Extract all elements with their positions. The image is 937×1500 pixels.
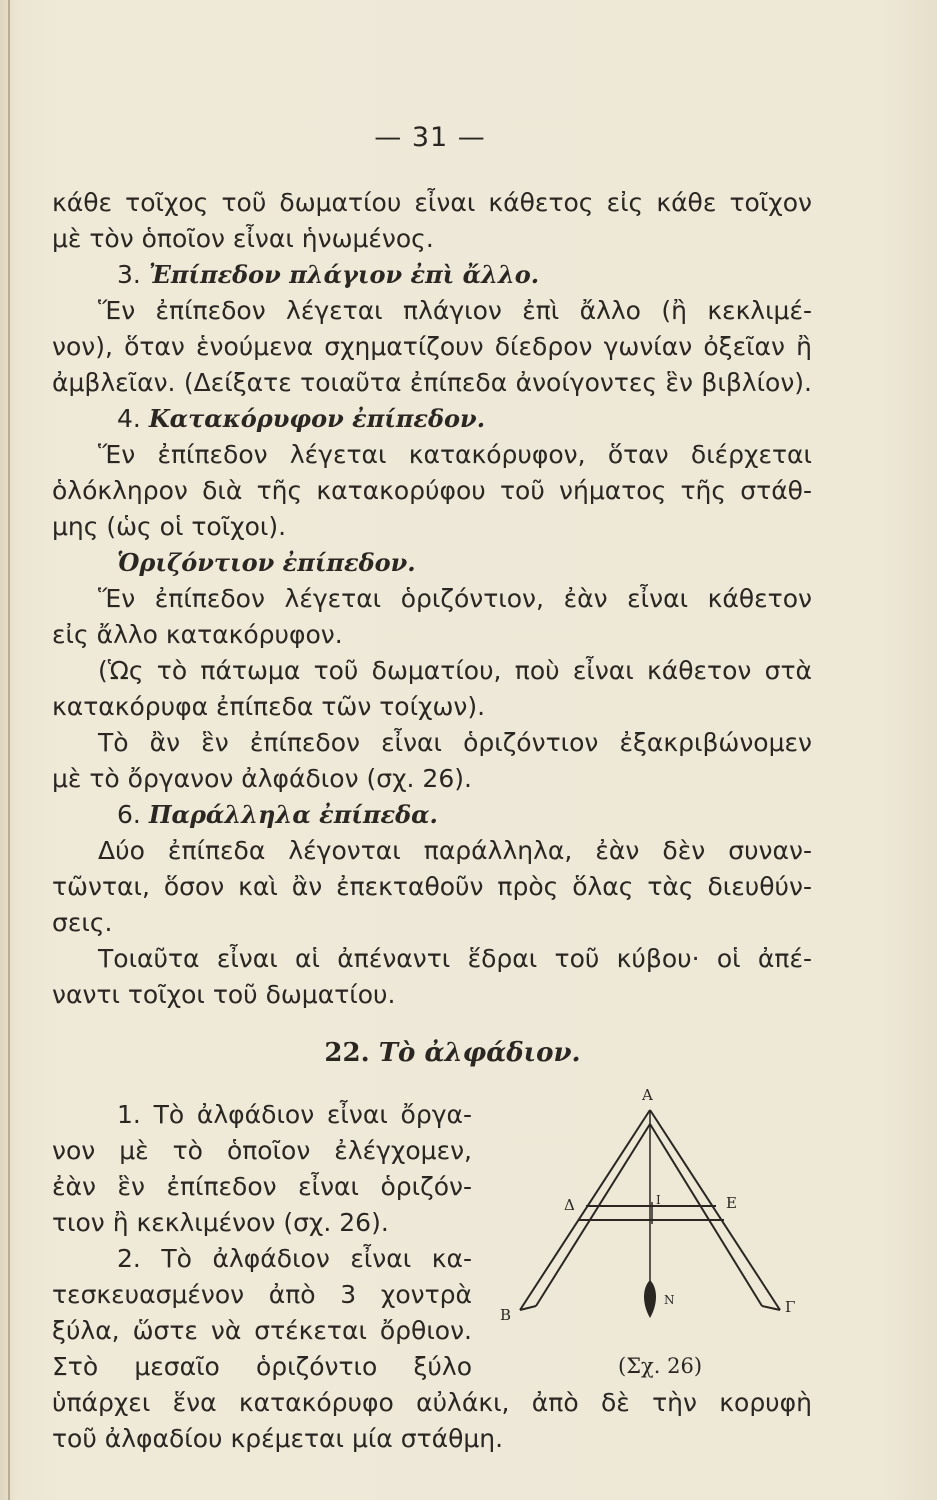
- subheading-number: 3.: [117, 260, 141, 289]
- text-line: ἐὰν ἓν ἐπίπεδον εἶναι ὁριζόν-: [52, 1172, 472, 1201]
- label-apex: Α: [642, 1086, 653, 1104]
- page-gutter: [8, 0, 10, 1500]
- right-leg-inner: [650, 1124, 762, 1306]
- text-line: Ἕν ἐπίπεδον λέγεται κατακόρυφον, ὅταν διέρχεται: [98, 440, 812, 469]
- text-line: 1. Τὸ ἀλφάδιον εἶναι ὄργα-: [117, 1100, 472, 1129]
- text-line: ἀμβλεῖαν. (Δείξατε τοιαῦτα ἐπίπεδα ἀνοίγοντες ἓν βιβλίον).: [52, 368, 812, 397]
- page-number: — 31 —: [374, 122, 486, 153]
- label-bob: Ν: [664, 1293, 675, 1307]
- text-line: κατακόρυφα ἐπίπεδα τῶν τοίχων).: [52, 692, 486, 721]
- text-line: Ἕν ἐπίπεδον λέγεται πλάγιον ἐπὶ ἄλλο (ἢ κεκλιμέ-: [98, 296, 812, 325]
- text-line: εἰς ἄλλο κατακόρυφον.: [52, 620, 343, 649]
- subheading-title: Παράλληλα ἐπίπεδα.: [148, 800, 438, 829]
- label-left-bar: Δ: [564, 1196, 575, 1214]
- alfadi-diagram: [490, 1080, 820, 1355]
- text-line: Τὸ ἂν ἓν ἐπίπεδον εἶναι ὁριζόντιον ἐξακριβώνομεν: [98, 728, 812, 757]
- left-leg-outer: [520, 1110, 650, 1310]
- text-line: ὑπάρχει ἕνα κατακόρυφο αὐλάκι, ἀπὸ δὲ τὴν κορυφὴ: [52, 1388, 812, 1417]
- text-line: Τοιαῦτα εἶναι αἱ ἀπέναντι ἕδραι τοῦ κύβου· οἱ ἀπέ-: [98, 944, 812, 973]
- label-right-foot: Γ: [785, 1298, 796, 1316]
- text-line: Στὸ μεσαῖο ὁριζόντιο ξύλο: [52, 1352, 472, 1381]
- subheading-number: 6.: [117, 800, 141, 829]
- subheading-title: Κατακόρυφον ἐπίπεδον.: [148, 404, 486, 433]
- text-line: σεις.: [52, 908, 113, 937]
- subheading-6: [117, 800, 812, 830]
- subheading-number: 4.: [117, 404, 141, 433]
- label-bar-mid: Ι: [656, 1193, 661, 1207]
- text-line: μὲ τὸν ὁποῖον εἶναι ἡνωμένος.: [52, 224, 434, 253]
- section-heading: [0, 1038, 905, 1068]
- text-line: νον), ὅταν ἑνούμενα σχηματίζουν δίεδρον γωνίαν ὀξεῖαν ἢ: [52, 332, 812, 361]
- text-line: μης (ὡς οἱ τοῖχοι).: [52, 512, 287, 541]
- text-line: τιον ἢ κεκλιμένον (σχ. 26).: [52, 1208, 389, 1237]
- text-line: 2. Τὸ ἀλφάδιον εἶναι κα-: [117, 1244, 472, 1273]
- text-line: ναντι τοῖχοι τοῦ δωματίου.: [52, 980, 396, 1009]
- right-leg-outer: [650, 1110, 780, 1310]
- subheading-title: Ἐπίπεδον πλάγιον ἐπὶ ἄλλο.: [148, 260, 540, 289]
- level-figure: [490, 1080, 820, 1355]
- label-right-bar: Ε: [726, 1194, 737, 1212]
- text-line: τεσκευασμένον ἀπὸ 3 χοντρὰ: [52, 1280, 472, 1309]
- figure-caption: (Σχ. 26): [618, 1354, 703, 1378]
- section-title: Τὸ ἀλφάδιον.: [378, 1038, 581, 1068]
- left-leg-inner: [536, 1124, 650, 1306]
- text-line: ὁλόκληρον διὰ τῆς κατακορύφου τοῦ νήματος τῆς στάθ-: [52, 476, 812, 505]
- text-line: τοῦ ἀλφαδίου κρέμεται μία στάθμη.: [52, 1424, 504, 1453]
- subheading-title: Ὁριζόντιον ἐπίπεδον.: [117, 548, 416, 577]
- text-line: (Ὡς τὸ πάτωμα τοῦ δωματίου, ποὺ εἶναι κάθετον στὰ: [98, 656, 812, 685]
- text-line: μὲ τὸ ὄργανον ἀλφάδιον (σχ. 26).: [52, 764, 472, 793]
- text-line: ξύλα, ὥστε νὰ στέκεται ὄρθιον.: [52, 1316, 472, 1345]
- text-line: κάθε τοῖχος τοῦ δωματίου εἶναι κάθετος εἰς κάθε τοῖχον: [52, 188, 812, 217]
- subheading-3: [117, 260, 812, 290]
- text-line: Ἕν ἐπίπεδον λέγεται ὁριζόντιον, ἐὰν εἶναι κάθετον: [98, 584, 812, 613]
- plumb-bob: [644, 1280, 656, 1318]
- text-line: τῶνται, ὅσον καὶ ἂν ἐπεκταθοῦν πρὸς ὅλας τὰς διευθύν-: [52, 872, 812, 901]
- label-left-foot: Β: [500, 1306, 512, 1324]
- text-line: Δύο ἐπίπεδα λέγονται παράλληλα, ἐὰν δὲν συναν-: [98, 836, 812, 865]
- section-number: 22.: [324, 1038, 370, 1068]
- subheading-5: [117, 548, 812, 578]
- subheading-4: [117, 404, 812, 434]
- text-line: νον μὲ τὸ ὁποῖον ἐλέγχομεν,: [52, 1136, 472, 1165]
